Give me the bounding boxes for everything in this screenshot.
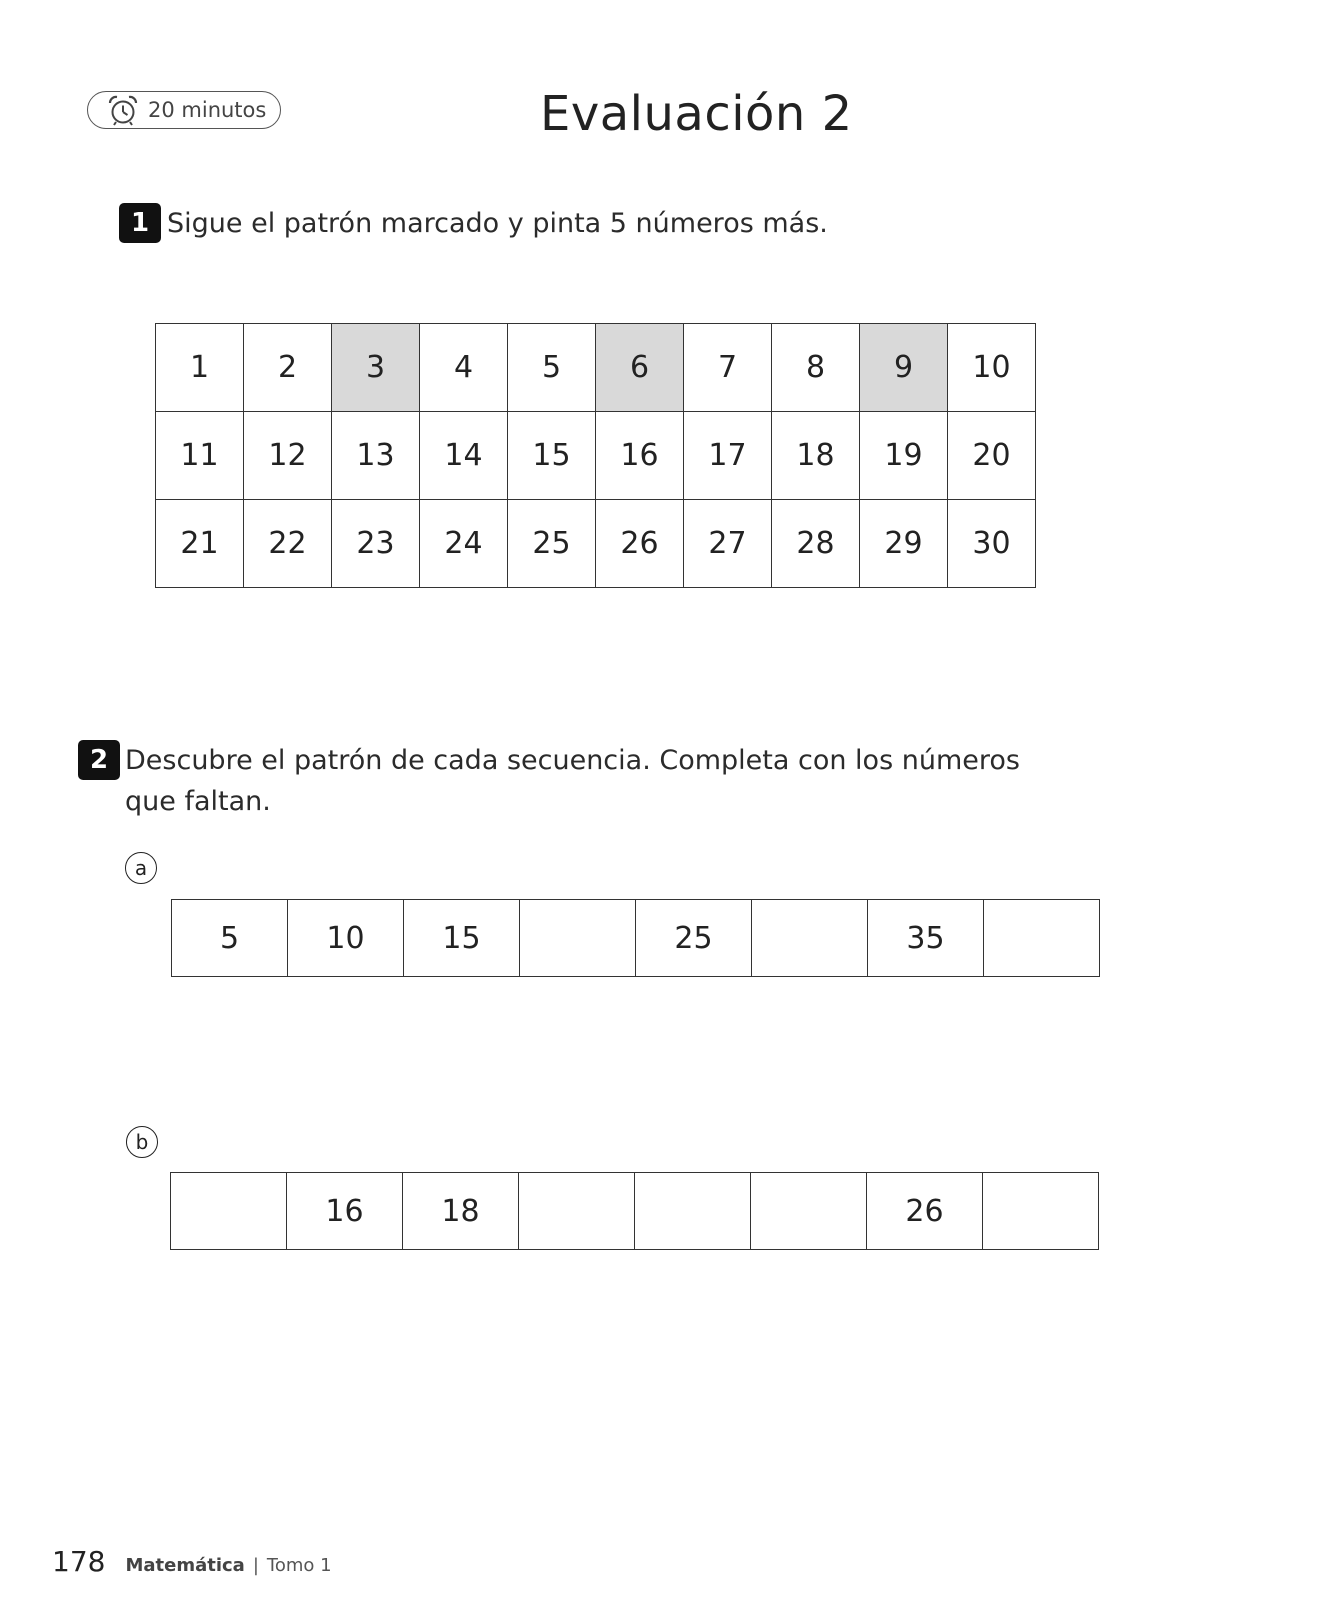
grid-cell[interactable]: 28 [772, 500, 860, 588]
sequence-b-blank-box[interactable] [983, 1173, 1099, 1250]
grid-cell[interactable]: 5 [508, 324, 596, 412]
footer-separator: | [252, 1555, 259, 1576]
page-title: Evaluación 2 [540, 86, 853, 142]
grid-cell[interactable]: 2 [244, 324, 332, 412]
sequence-b-box: 26 [867, 1173, 983, 1250]
sequence-b-blank-box[interactable] [751, 1173, 867, 1250]
sequence-b-blank-box[interactable] [635, 1173, 751, 1250]
grid-cell[interactable]: 3 [332, 324, 420, 412]
timer-badge [87, 91, 281, 129]
sequence-a-label: a [125, 852, 157, 884]
sequence-b-blank-box[interactable] [171, 1173, 287, 1250]
grid-cell[interactable]: 13 [332, 412, 420, 500]
grid-cell[interactable]: 30 [948, 500, 1036, 588]
sequence-a-blank-box[interactable] [984, 900, 1100, 977]
sequence-b-label: b [126, 1126, 158, 1158]
question-2-text-line2: que faltan. [125, 786, 271, 817]
grid-cell[interactable]: 23 [332, 500, 420, 588]
grid-cell[interactable]: 7 [684, 324, 772, 412]
question-1-number: 1 [119, 203, 161, 243]
grid-cell[interactable]: 10 [948, 324, 1036, 412]
sequence-a-box: 10 [288, 900, 404, 977]
grid-cell[interactable]: 29 [860, 500, 948, 588]
grid-cell[interactable]: 18 [772, 412, 860, 500]
grid-cell[interactable]: 1 [156, 324, 244, 412]
volume-label: Tomo 1 [266, 1555, 332, 1576]
grid-cell[interactable]: 21 [156, 500, 244, 588]
sequence-b-blank-box[interactable] [519, 1173, 635, 1250]
sequence-b-box: 18 [403, 1173, 519, 1250]
grid-cell[interactable]: 24 [420, 500, 508, 588]
grid-cell[interactable]: 14 [420, 412, 508, 500]
grid-cell[interactable]: 11 [156, 412, 244, 500]
sequence-a-box: 5 [172, 900, 288, 977]
sequence-a [171, 899, 1100, 977]
grid-cell[interactable]: 17 [684, 412, 772, 500]
subject-name: Matemática [125, 1555, 245, 1576]
grid-cell[interactable]: 15 [508, 412, 596, 500]
number-grid [155, 323, 1036, 588]
grid-cell[interactable]: 12 [244, 412, 332, 500]
sequence-b [170, 1172, 1099, 1250]
sequence-a-box: 15 [404, 900, 520, 977]
sequence-a-box: 35 [868, 900, 984, 977]
alarm-clock-icon [106, 94, 140, 126]
question-2-number: 2 [78, 740, 120, 780]
grid-cell[interactable]: 9 [860, 324, 948, 412]
question-1-text: Sigue el patrón marcado y pinta 5 números más. [167, 208, 828, 239]
page-number: 178 [52, 1545, 106, 1578]
grid-cell[interactable]: 6 [596, 324, 684, 412]
grid-cell[interactable]: 27 [684, 500, 772, 588]
sequence-a-blank-box[interactable] [752, 900, 868, 977]
sequence-b-box: 16 [287, 1173, 403, 1250]
sequence-a-box: 25 [636, 900, 752, 977]
grid-cell[interactable]: 22 [244, 500, 332, 588]
grid-cell[interactable]: 8 [772, 324, 860, 412]
grid-cell[interactable]: 25 [508, 500, 596, 588]
question-2-text-line1: Descubre el patrón de cada secuencia. Completa con los números [125, 745, 1020, 776]
grid-cell[interactable]: 19 [860, 412, 948, 500]
sequence-a-blank-box[interactable] [520, 900, 636, 977]
grid-cell[interactable]: 16 [596, 412, 684, 500]
grid-cell[interactable]: 26 [596, 500, 684, 588]
timer-label: 20 minutos [148, 98, 267, 122]
grid-cell[interactable]: 4 [420, 324, 508, 412]
grid-cell[interactable]: 20 [948, 412, 1036, 500]
page-footer [52, 1545, 332, 1578]
